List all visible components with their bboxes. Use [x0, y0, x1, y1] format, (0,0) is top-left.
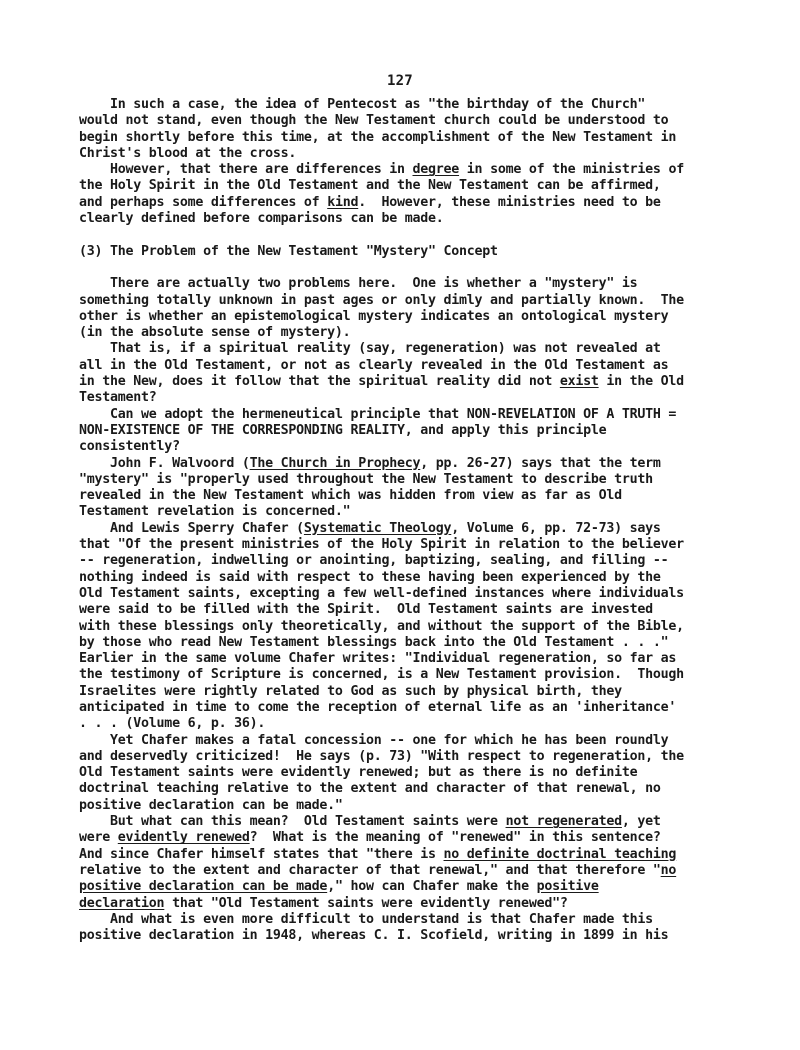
underlined-text: Systematic Theology	[303, 520, 452, 536]
paragraph	[79, 456, 739, 521]
page-number: 127	[387, 73, 413, 89]
text-run: John F. Walvoord (	[79, 455, 250, 471]
paragraph	[79, 521, 739, 733]
intro-section	[79, 97, 739, 227]
paragraph: Can we adopt the hermeneutical principle that NON-REVELATION OF A TRUTH = NON-EXISTENCE OF THE CORRESPONDING REALITY, and apply this principle consistently?	[79, 406, 677, 455]
underlined-text: positive declaration	[79, 879, 599, 911]
paragraph	[79, 341, 739, 406]
text-run: But what can this mean? Old Testament saints were	[79, 814, 506, 830]
underlined-text: degree	[412, 162, 460, 178]
underlined-text: no definite doctrinal teaching	[443, 846, 677, 862]
underlined-text: not regenerated	[505, 814, 622, 830]
paragraph	[79, 162, 739, 227]
text-run: in the Old Testament?	[79, 374, 684, 406]
text-run: , yet were	[79, 814, 661, 846]
text-run: in some of the ministries of the Holy Spirit in the Old Testament and the New Testament can be affirmed, and perhaps some differences of	[79, 162, 684, 210]
text-run: . However, these ministries need to be clearly defined before comparisons can be made.	[79, 194, 661, 227]
section-heading: (3) The Problem of the New Testament "Mystery" Concept	[79, 243, 498, 259]
text-run: And Lewis Sperry Chafer (	[79, 520, 304, 536]
paragraph: In such a case, the idea of Pentecost as "the birthday of the Church" would not stand, even though the New Testament church could be understood to begin shortly before this time, at the accomplishment of the New Testament in Christ's blood at the cross.	[79, 97, 677, 161]
underlined-text: evidently renewed	[117, 830, 250, 846]
text-run: However, that there are differences in	[79, 162, 413, 178]
mystery-section	[79, 276, 739, 944]
page-body	[79, 97, 739, 944]
underlined-text: kind	[327, 194, 359, 210]
text-run: ," how can Chafer make the	[327, 879, 537, 895]
text-run: , pp. 26-27) says that the term "mystery" is "properly used throughout the New Testament to describe truth revealed in the New Testament which was hidden from view as far as Old Testament revelation is concerned."	[79, 455, 661, 520]
paragraph: And what is even more difficult to understand is that Chafer made this positive declaration in 1948, whereas C. I. Scofield, writing in 1899 in his	[79, 911, 669, 944]
text-run: ? What is the meaning of "renewed" in this sentence? And since Chafer himself states that "there is	[79, 830, 661, 862]
underlined-text: no positive declaration can be made	[79, 862, 677, 895]
underlined-text: The Church in Prophecy	[249, 455, 421, 471]
paragraph: Yet Chafer makes a fatal concession -- one for which he has been roundly and deservedly criticized! He says (p. 73) "With respect to regeneration, the Old Testament saints were evidently renewed; but as there is no definite doctrinal teaching relative to the extent and character of that renewal, no positive declaration can be made."	[79, 732, 684, 813]
text-run: relative to the extent and character of that renewal," and that therefore "	[79, 862, 661, 878]
paragraph	[79, 814, 739, 912]
paragraph-gap	[79, 227, 739, 243]
text-run: that "Old Testament saints were evidently renewed"?	[164, 895, 568, 911]
underlined-text: exist	[559, 374, 599, 390]
text-run: , Volume 6, pp. 72-73) says that "Of the present ministries of the Holy Spirit in relation to the believer -- regeneration, indwelling or anointing, baptizing, sealing, and filling -- nothing indeed is said with respect to these having been experienced by the Old Testament saints, excepting a few well-defined instances where individuals were said to be filled with the Spirit. Old Testament saints are invested with these blessings only theoretically, and without the support of the Bible, by those who read New Testament blessings back into the Old Testament . . ." Earlier in the same volume Chafer writes: "Individual regeneration, so far as the testimony of Scripture is concerned, is a New Testament provision. Though Israelites were rightly related to God as such by physical birth, they anticipated in time to come the reception of eternal life as an 'inheritance' . . . (Volume 6, p. 36).	[79, 520, 684, 732]
paragraph: There are actually two problems here. One is whether a "mystery" is something totally unknown in past ages or only dimly and partially known. The other is whether an epistemological mystery indicates an ontological mystery (in the absolute sense of mystery).	[79, 276, 684, 341]
text-run: That is, if a spiritual reality (say, regeneration) was not revealed at all in the Old Testament, or not as clearly revealed in the Old Testament as in the New, does it follow that the spiritual reality did not	[79, 341, 669, 390]
